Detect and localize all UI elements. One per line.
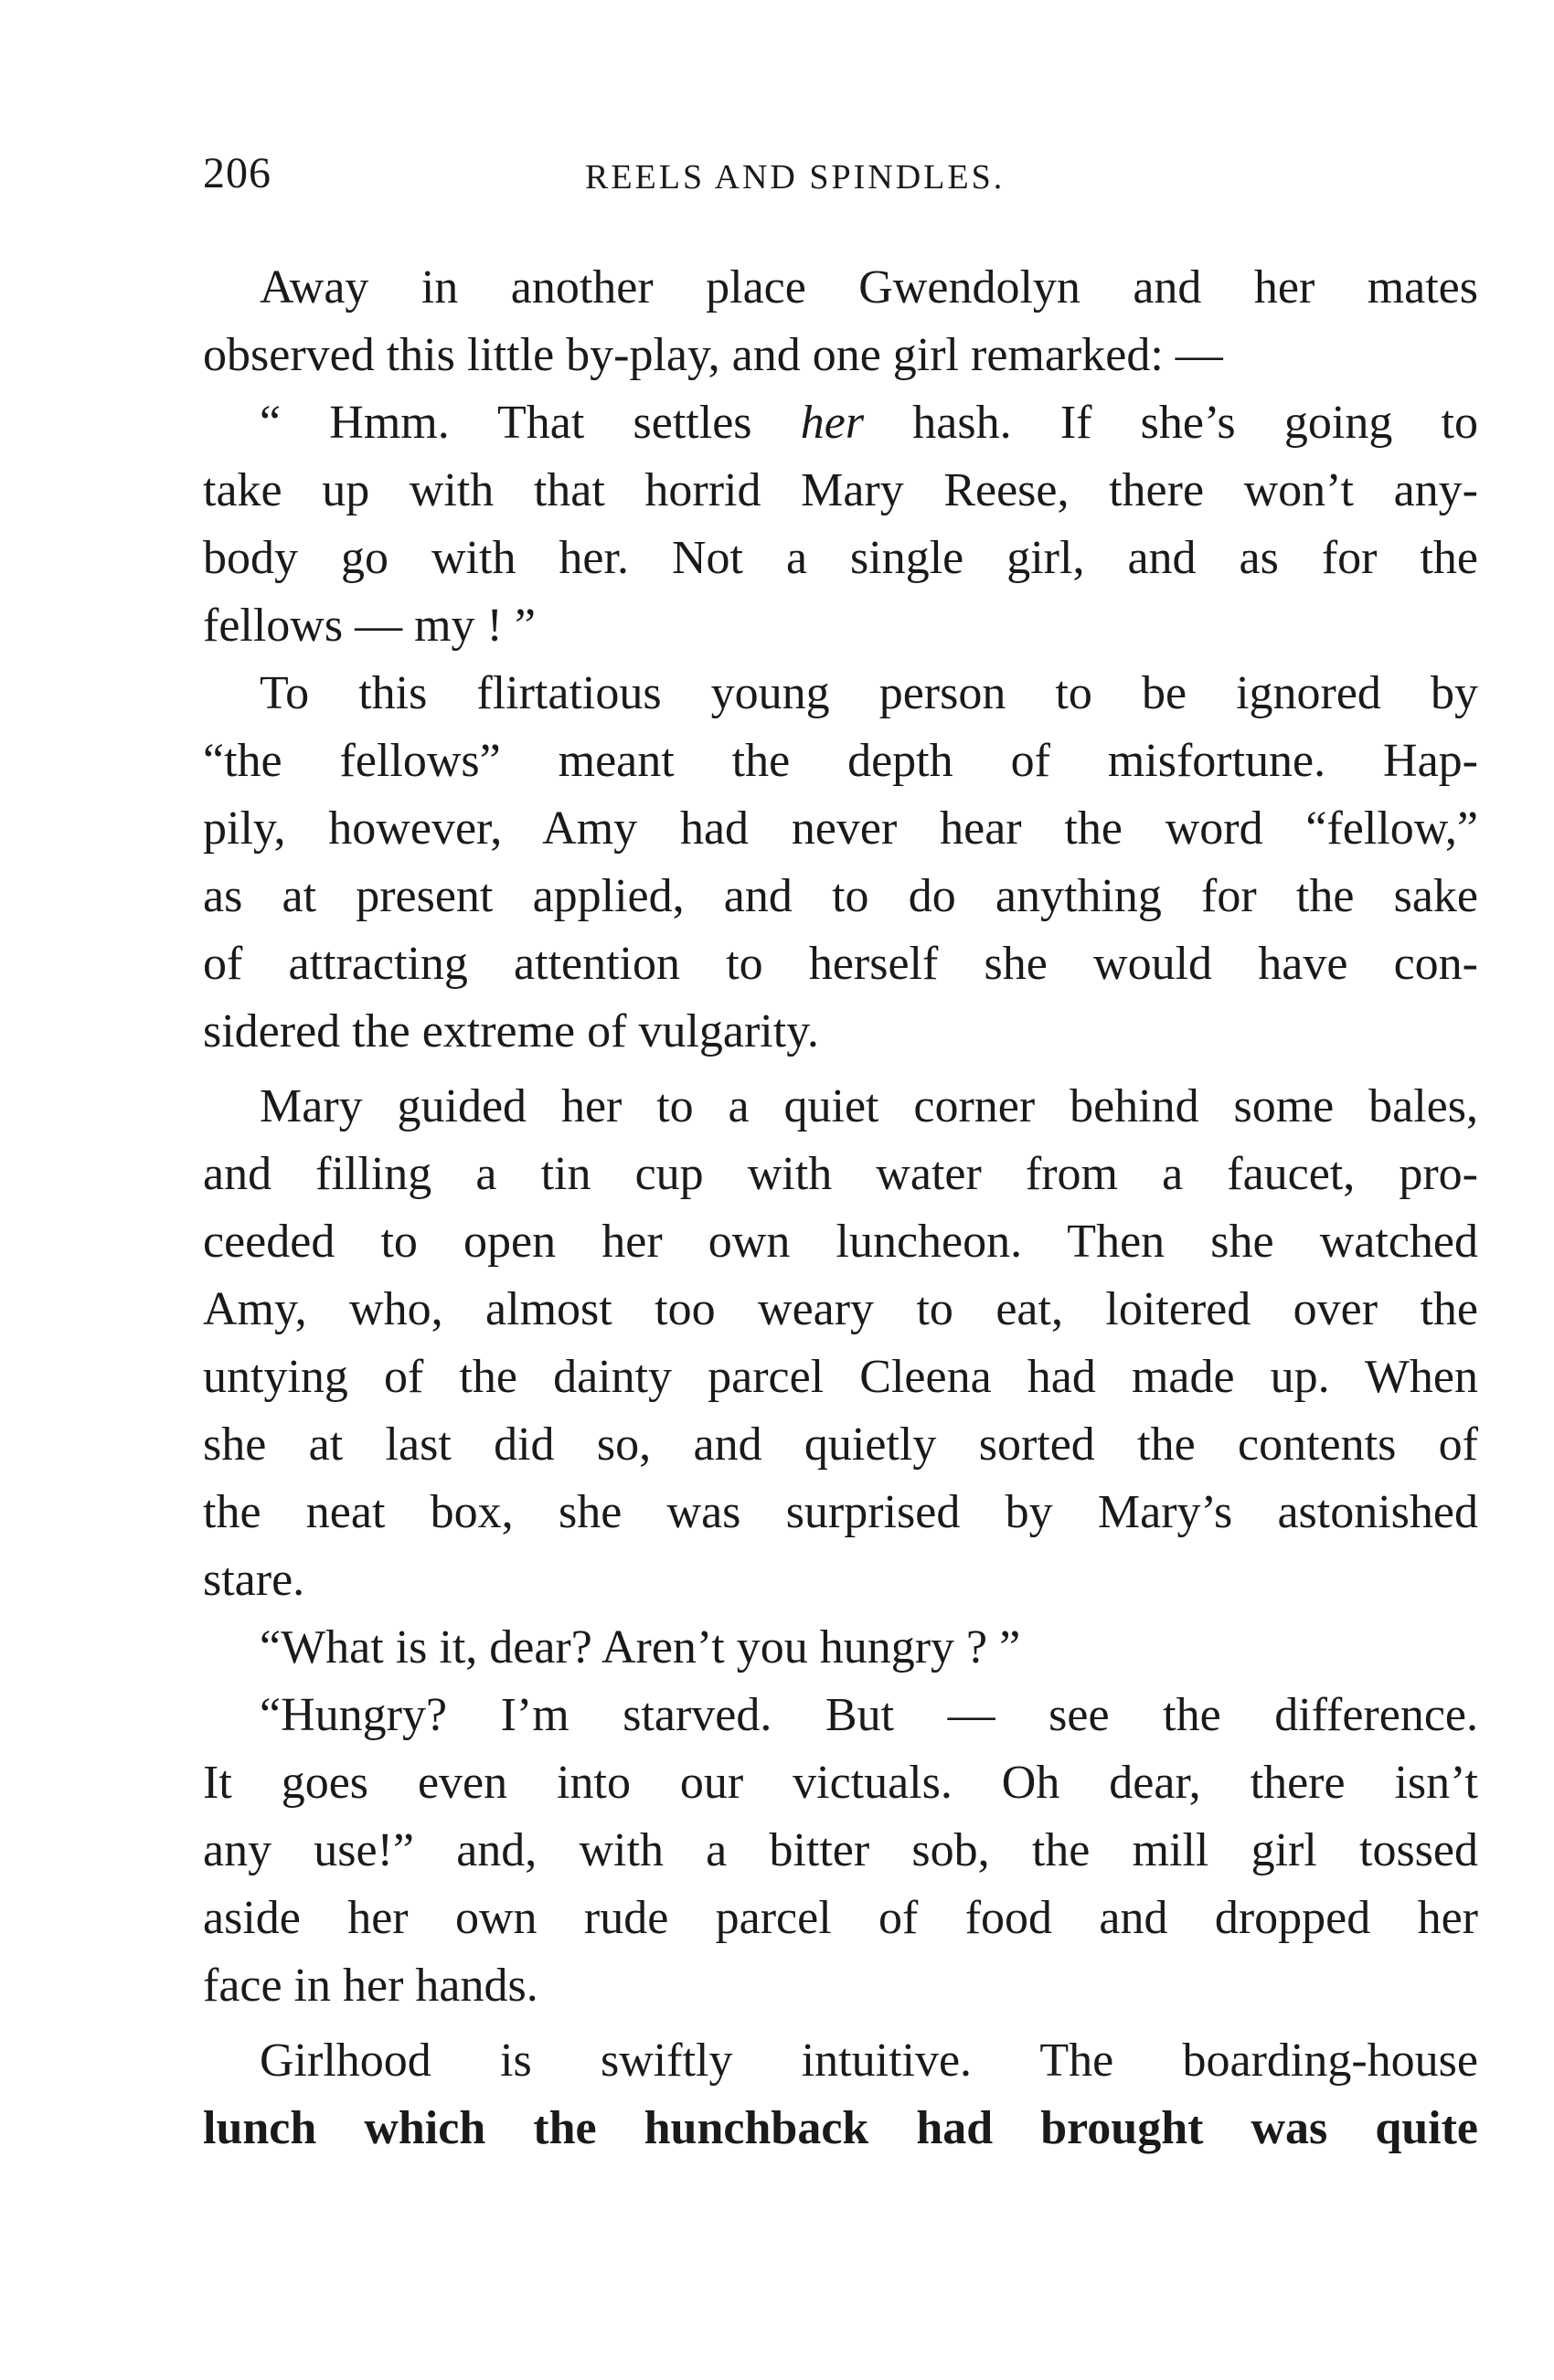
- text-line: ceeded to open her own luncheon. Then she watched: [203, 1216, 1478, 1268]
- text-line: To this flirtatious young person to be ignored by: [260, 667, 1478, 719]
- text-line: “the fellows” meant the depth of misfortune. Hap-: [203, 735, 1478, 787]
- text-line: face in her hands.: [203, 1960, 538, 2012]
- text-line: Mary guided her to a quiet corner behind some bales,: [260, 1080, 1478, 1132]
- text-line: of attracting attention to herself she would have con-: [203, 938, 1478, 990]
- text-line: sidered the extreme of vulgarity.: [203, 1005, 819, 1057]
- text-line: untying of the dainty parcel Cleena had made up. When: [203, 1351, 1478, 1403]
- text-line: body go with her. Not a single girl, and as for the: [203, 532, 1478, 584]
- text-line: any use!” and, with a bitter sob, the mill girl tossed: [203, 1824, 1478, 1876]
- text-line: Away in another place Gwendolyn and her mates: [260, 261, 1478, 313]
- text-line: “Hungry? I’m starved. But — see the difference.: [260, 1689, 1478, 1741]
- text-line: Amy, who, almost too weary to eat, loitered over the: [203, 1283, 1478, 1335]
- text-line: pily, however, Amy had never hear the word “fellow,”: [203, 802, 1478, 855]
- text-line: she at last did so, and quietly sorted the contents of: [203, 1418, 1478, 1471]
- text-line: fellows — my ! ”: [203, 600, 536, 652]
- text-line: Girlhood is swiftly intuitive. The boarding-house: [260, 2035, 1478, 2087]
- text-line: aside her own rude parcel of food and dropped her: [203, 1892, 1478, 1944]
- paragraph-gap: [203, 1066, 1478, 1073]
- text-line: observed this little by-play, and one girl remarked: —: [203, 329, 1223, 381]
- page-number: 206: [203, 149, 271, 197]
- text-line: take up with that horrid Mary Reese, there won’t any-: [203, 464, 1478, 516]
- quote-open: “ Hmm. That settles: [260, 397, 801, 449]
- text-line: [203, 389, 1478, 457]
- text-line: lunch which the hunchback had brought was quite: [203, 2102, 1478, 2154]
- text-line: as at present applied, and to do anything for the sake: [203, 870, 1478, 922]
- page-header: [203, 148, 1478, 203]
- paragraph-gap: [203, 2020, 1478, 2027]
- text-line: the neat box, she was surprised by Mary’s astonished: [203, 1486, 1478, 1538]
- text-line: stare.: [203, 1554, 305, 1606]
- quote-rest: hash. If she’s going to: [864, 397, 1478, 449]
- text-line: “What is it, dear? Aren’t you hungry ? ”: [260, 1621, 1021, 1673]
- running-title: REELS AND SPINDLES.: [585, 158, 1006, 197]
- text-line: and filling a tin cup with water from a faucet, pro-: [203, 1148, 1478, 1200]
- body-text: [203, 254, 1478, 2162]
- emphasis: her: [800, 397, 865, 449]
- text-line: It goes even into our victuals. Oh dear, there isn’t: [203, 1757, 1478, 1809]
